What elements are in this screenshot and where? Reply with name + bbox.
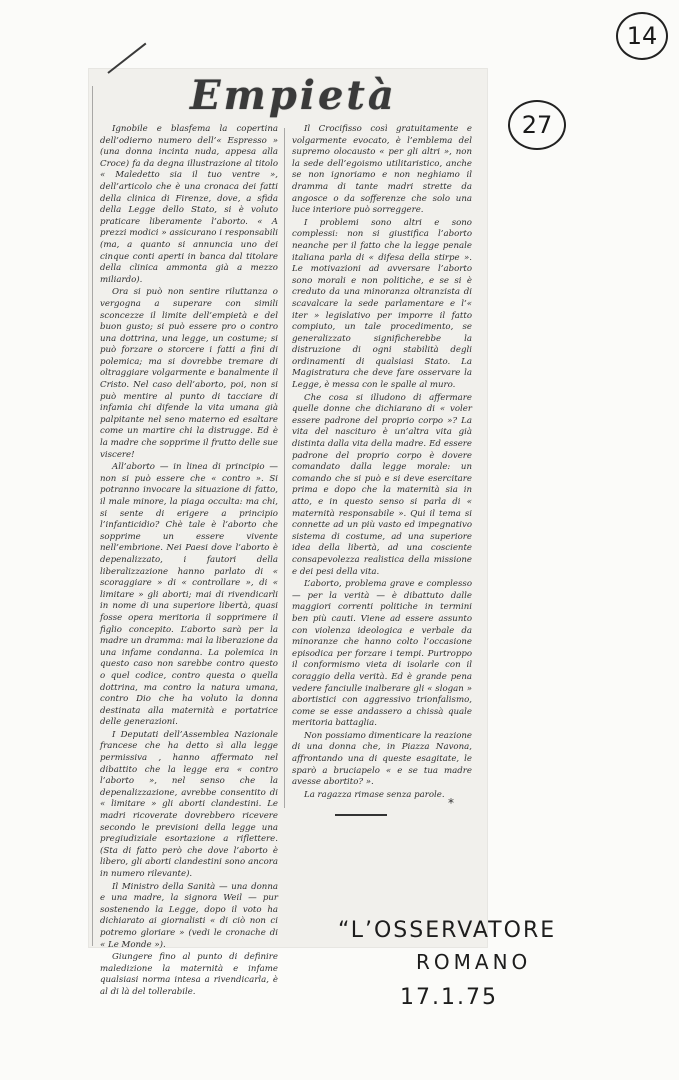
paragraph: Il Crocifisso così gratuitamente e volgarmente evocato, è l’emblema del supremo olocausto « per gli altri », non la sede dell’egoismo utilitaristico, anche se non ignoriamo e non neghiamo il dramma di tante madri strette da angosce o da sofferenze che solo una luce interiore può sorreggere. — [292, 124, 472, 216]
column-divider — [284, 128, 285, 808]
article-left-column — [100, 124, 278, 1000]
article-right-column — [292, 124, 472, 802]
paragraph: I Deputati dell’Assemblea Nazionale francese che ha detto sì alla legge permissiva , hanno affermato nel dibattito che la legge era « contro l’aborto », nel senso che la depenalizzazione, avrebbe consentito di « limitare » gli aborti clandestini. Le madri ricoverate dovrebbero ricevere secondo le previsioni della legge una pregiudiziale esortazione a riflettere. (Sta di fatto però che dove l’aborto è libero, gli aborti clandestini sono ancora in numero rilevante). — [100, 729, 278, 879]
archive-number-circle — [616, 12, 668, 60]
paragraph: L’aborto, problema grave e complesso — per la verità — è dibattuto dalle maggiori correnti politiche in termini ben più cauti. Viene ad essere assunto con violenza ideologica e verbale da minoranze che hanno colto l’occasione episodica per forzare i tempi. Purtroppo il conformismo vieta di isolarle con il coraggio della verità. Ed è grande pena vedere fanciulle inalberare gli « slogan » abortistici con aggressivo trionfalismo, come se esse andassero a chissà quale meritoria battaglia. — [292, 579, 472, 729]
paragraph: Il Ministro della Sanità — una donna e una madre, la signora Weil — pur sostenendo la Legge, dopo il voto ha dichiarato ai giornalisti « di ciò non ci potremo gloriare » (vedi le cronache di « Le Monde »). — [100, 881, 278, 950]
paragraph: All’aborto — in linea di principio — non si può essere che « contro ». Si potranno invocare la situazione di fatto, il male minore, la piaga occulta: ma chi, si sente di erigere a principio l’infanticidio? Chè tale è l’aborto che sopprime un essere vivente nell’embrione. Nei Paesi dove l’aborto è depenalizzato, i fautori della liberalizzazione hanno parlato di « scoraggiare » di « controllare », di « limitare » gli aborti; mai di rivendicarli in nome di una superiore libertà, quasi fosse opera meritoria il sopprimere il figlio concepito. L’aborto sarà per la madre un dramma: mai la liberazione da una infame condanna. La polemica in questo caso non sarebbe contro questo o quel codice, contro questa o quella dottrina, ma contro la natura umana, contro Dio che ha voluto la donna destinata alla maternità e portatrice delle generazioni. — [100, 462, 278, 728]
article-title: Empietà — [190, 72, 397, 119]
date-annotation: 17.1.75 — [400, 985, 498, 1010]
clipping-number-circle — [508, 100, 566, 150]
end-rule — [335, 814, 387, 816]
archive-number: 14 — [626, 22, 658, 50]
paragraph: I problemi sono altri e sono complessi: non si giustifica l’aborto neanche per il fatto che la legge penale italiana parla di « difesa della stirpe ». Le motivazioni ad avversare l’aborto sono morali e non politiche, e se si è creduto da una minoranza oltranzista di scavalcare la sede parlamentare e l’« iter » legislativo per imporre il fatto compiuto, un tale procedimento, se generalizzato significherebbe la distruzione di ogni stabilità degli ordinamenti di qualsiasi Stato. La Magistratura che deve fare osservare la Legge, è messa con le spalle al muro. — [292, 217, 472, 391]
paragraph: La ragazza rimase senza parole. — [304, 789, 445, 800]
paragraph: Che cosa si illudono di affermare quelle donne che dichiarano di « voler essere padrone del proprio corpo »? La vita del nascituro è un’altra vita già distinta dalla vita della madre. Ed essere padrone del proprio corpo è dovere comandato dalla legge morale: un comando che si può e si deve esercitare prima e dopo che la maternità sia in atto, e in questo senso si parla di « maternità responsabile ». Qui il tema si connette ad un più vasto ed impegnativo sistema di costume, ad una superiore idea della libertà, ad una cosciente consapevolezza realistica della missione e dei pesi della vita. — [292, 392, 472, 577]
source-annotation: “L’OSSERVATORE — [338, 918, 557, 943]
paragraph: Ora si può non sentire riluttanza o vergogna a superare con simili sconcezze il limite dell’empietà e del buon gusto; si può essere pro o contro una dottrina, una legge, un costume; si può forzare o storcere i fatti a fini di polemica; ma si dovrebbe tremare di oltraggiare volgarmente e banalmente il Cristo. Nel caso dell’aborto, poi, non si può mentire al punto di tacciare di infamia chi difende la vita umana già palpitante nel seno materno ed esaltare come un martire chi la distrugge. Ed è la madre che sopprime il frutto delle sue viscere! — [100, 287, 278, 460]
clipping-number: 27 — [521, 111, 553, 139]
paragraph: Ignobile e blasfema la copertina dell’odierno numero dell’« Espresso » (una donna incinta nuda, appesa alla Croce) fa da degna illustrazione al titolo « Maledetto sia il tuo ventre », dell’articolo che è una cronaca dei fatti della clinica di Firenze, dove, a sfida della Legge dello Stato, si è voluto praticare liberamente l’aborto. « A prezzi modici » assicurano i responsabili (ma, a quanto si annuncia uno dei cinque conti aperti in banca dal titolare della clinica ammonta già a mezzo miliardo). — [100, 124, 278, 285]
paragraph: Giungere fino al punto di definire maledizione la maternità e infame qualsiasi norma intesa a rivendicarla, è al di là del tollerabile. — [100, 952, 278, 997]
paragraph: Non possiamo dimenticare la reazione di una donna che, in Piazza Navona, affrontando una di queste esagitate, le sparò a bruciapelo « e se tua madre avesse abortito? ». — [292, 730, 472, 788]
end-mark: * — [448, 796, 454, 810]
left-column-rule — [92, 86, 93, 946]
source-annotation-line2: ROMANO — [416, 950, 532, 974]
